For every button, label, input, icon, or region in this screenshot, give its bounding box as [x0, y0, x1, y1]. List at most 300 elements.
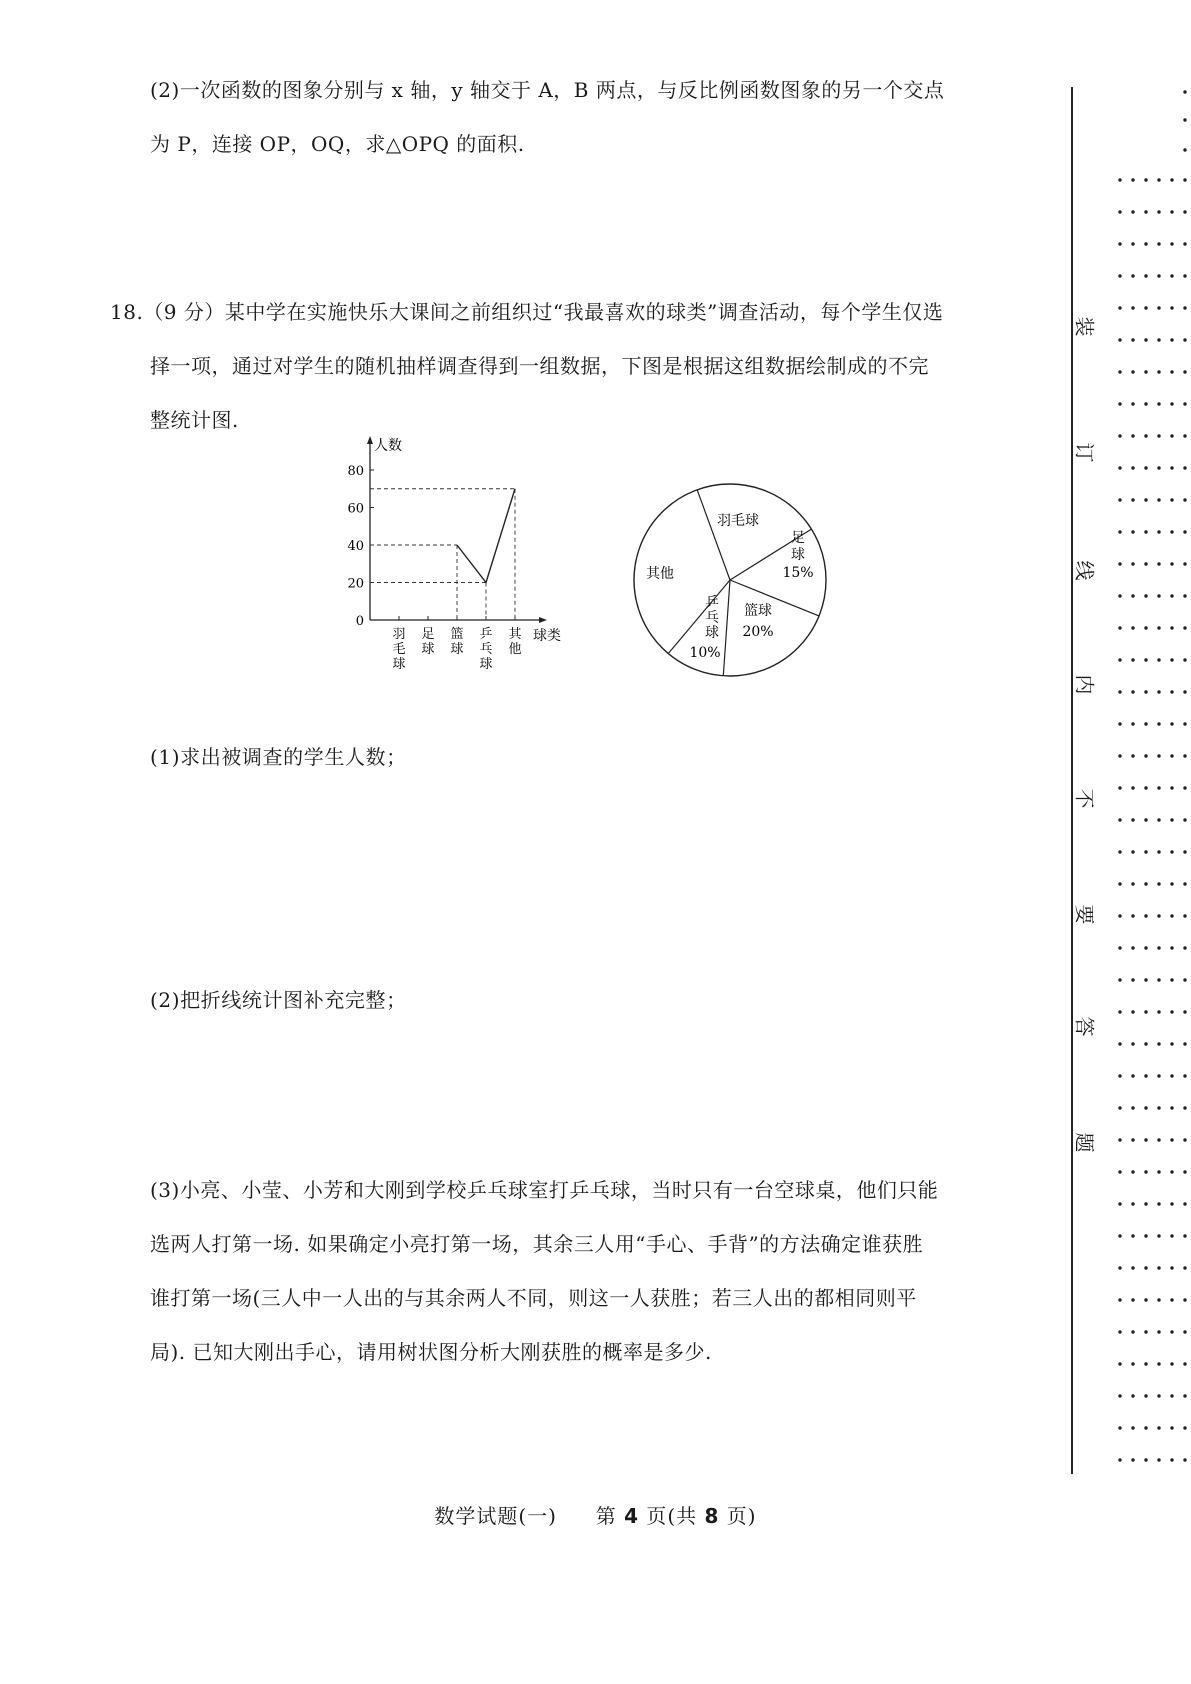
binding-dot: [1183, 402, 1186, 405]
binding-dot: [1118, 978, 1121, 981]
binding-dot: [1144, 786, 1147, 789]
binding-dot: [1118, 1298, 1121, 1301]
q18-part3-line3: 谁打第一场(三人中一人出的与其余两人不同，则这一人获胜；若三人出的都相同则平: [150, 1286, 917, 1310]
binding-dot: [1183, 1298, 1186, 1301]
q18-part1: (1)求出被调查的学生人数；: [150, 745, 407, 769]
pie-slice-edge: [697, 490, 730, 580]
binding-dot: [1131, 1394, 1134, 1397]
binding-dot: [1144, 274, 1147, 277]
binding-dot: [1183, 850, 1186, 853]
binding-dot: [1144, 626, 1147, 629]
binding-dot: [1118, 1010, 1121, 1013]
binding-dot: [1157, 1362, 1160, 1365]
binding-dot: [1170, 946, 1173, 949]
binding-dot: [1144, 402, 1147, 405]
binding-dot: [1131, 370, 1134, 373]
binding-margin-char: 要: [1072, 904, 1097, 925]
binding-dot: [1131, 1170, 1134, 1173]
binding-dot: [1157, 658, 1160, 661]
binding-dot: [1131, 1074, 1134, 1077]
binding-dot: [1118, 274, 1121, 277]
binding-margin-char: 内: [1072, 674, 1097, 695]
binding-dot: [1170, 530, 1173, 533]
binding-dot: [1183, 1266, 1186, 1269]
binding-dot: [1183, 1394, 1186, 1397]
binding-dot: [1170, 1042, 1173, 1045]
binding-dot: [1170, 1458, 1173, 1461]
binding-dot: [1183, 1010, 1186, 1013]
binding-dot: [1118, 530, 1121, 533]
binding-dot: [1170, 594, 1173, 597]
binding-dot: [1170, 434, 1173, 437]
binding-dot: [1183, 1138, 1186, 1141]
binding-dot: [1131, 1202, 1134, 1205]
binding-dot: [1131, 978, 1134, 981]
binding-dot: [1144, 1138, 1147, 1141]
binding-dot: [1170, 658, 1173, 661]
pie-label-badminton: 羽毛球: [717, 513, 759, 529]
binding-dot: [1144, 242, 1147, 245]
binding-dot: [1183, 1362, 1186, 1365]
pie-label-pingpong-pct: 10%: [689, 645, 721, 661]
binding-dot: [1170, 466, 1173, 469]
binding-dot: [1118, 306, 1121, 309]
binding-dot: [1183, 306, 1186, 309]
x-axis-label: 球类: [533, 628, 561, 644]
binding-dot: [1157, 306, 1160, 309]
binding-dot: [1118, 850, 1121, 853]
binding-dot: [1131, 1458, 1134, 1461]
binding-margin-char: 题: [1072, 1132, 1097, 1153]
binding-dot: [1170, 306, 1173, 309]
binding-dots: [1075, 80, 1191, 1480]
binding-dot: [1118, 1042, 1121, 1045]
binding-dot: [1118, 818, 1121, 821]
binding-dot: [1157, 1170, 1160, 1173]
binding-dot: [1118, 1106, 1121, 1109]
binding-dot: [1144, 658, 1147, 661]
binding-dot: [1183, 882, 1186, 885]
binding-dot: [1131, 402, 1134, 405]
binding-dot: [1183, 626, 1186, 629]
binding-dot: [1183, 946, 1186, 949]
y-tick-label: 40: [347, 539, 364, 554]
pie-label-pingpong: 乒: [705, 595, 719, 611]
binding-dot: [1144, 1170, 1147, 1173]
binding-dot: [1183, 722, 1186, 725]
y-tick-label: 0: [355, 614, 364, 629]
binding-dot: [1144, 1042, 1147, 1045]
pie-label-pingpong: 乓: [705, 610, 719, 626]
binding-dot: [1118, 786, 1121, 789]
x-tick-label: 球: [479, 657, 493, 672]
binding-dot: [1157, 1010, 1160, 1013]
binding-dot: [1144, 1426, 1147, 1429]
binding-dot: [1170, 1362, 1173, 1365]
binding-dot: [1183, 242, 1186, 245]
binding-dot: [1183, 370, 1186, 373]
binding-dot: [1170, 1266, 1173, 1269]
binding-dot: [1157, 210, 1160, 213]
binding-dot: [1131, 210, 1134, 213]
binding-dot: [1170, 1138, 1173, 1141]
binding-dot: [1183, 594, 1186, 597]
binding-dot: [1144, 466, 1147, 469]
binding-margin-char: 线: [1072, 560, 1097, 581]
binding-dot: [1170, 722, 1173, 725]
footer-page-prefix: 第: [595, 1504, 617, 1528]
binding-dot: [1131, 1298, 1134, 1301]
binding-dot: [1170, 1298, 1173, 1301]
binding-dot: [1170, 402, 1173, 405]
binding-dot: [1131, 1010, 1134, 1013]
binding-dot: [1183, 1330, 1186, 1333]
binding-dot: [1144, 306, 1147, 309]
binding-dot: [1183, 754, 1186, 757]
binding-dot: [1144, 498, 1147, 501]
binding-dot: [1183, 658, 1186, 661]
binding-dot: [1170, 370, 1173, 373]
binding-dot: [1144, 370, 1147, 373]
binding-dot: [1183, 978, 1186, 981]
binding-dot: [1144, 978, 1147, 981]
binding-dot: [1144, 690, 1147, 693]
y-tick-label: 20: [347, 576, 364, 592]
binding-dot: [1131, 562, 1134, 565]
binding-dot: [1183, 690, 1186, 693]
binding-dot: [1157, 1426, 1160, 1429]
binding-dot: [1157, 1330, 1160, 1333]
binding-dot: [1170, 626, 1173, 629]
series-line: [457, 489, 515, 583]
binding-dot: [1131, 882, 1134, 885]
binding-dot: [1131, 594, 1134, 597]
binding-dot: [1157, 786, 1160, 789]
binding-dot: [1118, 1170, 1121, 1173]
binding-dot: [1144, 1266, 1147, 1269]
binding-dot: [1157, 1394, 1160, 1397]
binding-dot: [1118, 1394, 1121, 1397]
q17-part2-line1: (2)一次函数的图象分别与 x 轴，y 轴交于 A，B 两点，与反比例函数图象的另一个交点: [150, 78, 945, 102]
binding-dot: [1183, 1426, 1186, 1429]
y-tick-label: 60: [347, 501, 364, 517]
binding-dot: [1131, 690, 1134, 693]
binding-dot: [1170, 690, 1173, 693]
binding-dot: [1183, 1042, 1186, 1045]
binding-dot: [1170, 1106, 1173, 1109]
q18-part2: (2)把折线统计图补充完整；: [150, 988, 407, 1012]
pie-label-basketball-pct: 20%: [742, 624, 774, 640]
x-axis-arrow: [539, 617, 547, 623]
binding-dot: [1183, 530, 1186, 533]
y-axis-label: 人数: [374, 438, 402, 454]
line-chart: [345, 430, 585, 690]
binding-dot: [1170, 882, 1173, 885]
binding-dot: [1144, 1074, 1147, 1077]
binding-dot: [1170, 1170, 1173, 1173]
binding-dot: [1131, 306, 1134, 309]
binding-dot: [1118, 1266, 1121, 1269]
binding-dot: [1157, 722, 1160, 725]
binding-dot: [1144, 1298, 1147, 1301]
binding-dot: [1157, 978, 1160, 981]
binding-dot: [1118, 338, 1121, 341]
binding-dot: [1157, 370, 1160, 373]
binding-rule: [1071, 87, 1073, 1474]
binding-dot: [1157, 466, 1160, 469]
binding-dot: [1131, 1138, 1134, 1141]
binding-dot: [1157, 530, 1160, 533]
x-tick-label: 球: [450, 642, 464, 657]
x-tick-label: 毛: [392, 642, 406, 657]
x-tick-label: 球: [421, 642, 435, 657]
binding-dot: [1131, 914, 1134, 917]
pie-chart: [620, 470, 840, 690]
binding-dot: [1144, 882, 1147, 885]
binding-dot: [1183, 498, 1186, 501]
q17-part2-line2: 为 P，连接 OP，OQ，求△OPQ 的面积.: [150, 132, 525, 156]
binding-dot: [1170, 1234, 1173, 1237]
binding-dot: [1157, 562, 1160, 565]
binding-dot: [1118, 1202, 1121, 1205]
binding-dot: [1118, 1330, 1121, 1333]
q18-part3-line2: 选两人打第一场. 如果确定小亮打第一场，其余三人用“手心、手背”的方法确定谁获胜: [150, 1232, 924, 1256]
binding-dot: [1131, 338, 1134, 341]
binding-dot: [1144, 178, 1147, 181]
binding-dot: [1157, 1106, 1160, 1109]
binding-dot: [1170, 786, 1173, 789]
binding-dot: [1131, 1362, 1134, 1365]
binding-dot: [1157, 1138, 1160, 1141]
binding-dot: [1118, 1426, 1121, 1429]
binding-dot: [1118, 210, 1121, 213]
binding-dot: [1157, 1074, 1160, 1077]
binding-dot: [1170, 338, 1173, 341]
binding-dot: [1118, 626, 1121, 629]
binding-dot: [1170, 1202, 1173, 1205]
binding-dot: [1183, 1170, 1186, 1173]
pie-slice-edge: [668, 580, 730, 654]
binding-dot: [1183, 118, 1186, 121]
binding-dot: [1144, 338, 1147, 341]
binding-dot: [1183, 1458, 1186, 1461]
binding-dot: [1131, 626, 1134, 629]
binding-dot: [1144, 530, 1147, 533]
pie-label-other: 其他: [646, 566, 674, 582]
binding-dot: [1118, 402, 1121, 405]
binding-dot: [1183, 1074, 1186, 1077]
binding-dot: [1183, 210, 1186, 213]
binding-dot: [1157, 754, 1160, 757]
binding-dot: [1131, 786, 1134, 789]
binding-dot: [1131, 754, 1134, 757]
binding-margin-char: 答: [1072, 1016, 1097, 1037]
binding-dot: [1144, 1362, 1147, 1365]
binding-dot: [1131, 1330, 1134, 1333]
binding-dot: [1144, 1234, 1147, 1237]
binding-margin-char: 订: [1072, 442, 1097, 463]
binding-dot: [1144, 1394, 1147, 1397]
binding-dot: [1183, 914, 1186, 917]
binding-dot: [1131, 434, 1134, 437]
binding-dot: [1131, 498, 1134, 501]
footer-page-total: 8: [704, 1504, 720, 1528]
binding-dot: [1131, 1234, 1134, 1237]
binding-dot: [1118, 1362, 1121, 1365]
footer-page-mid: 页(共: [646, 1504, 698, 1528]
binding-dot: [1144, 818, 1147, 821]
binding-dot: [1118, 914, 1121, 917]
binding-dot: [1131, 274, 1134, 277]
binding-dot: [1157, 178, 1160, 181]
binding-dot: [1131, 658, 1134, 661]
binding-dot: [1118, 562, 1121, 565]
x-tick-label: 羽: [392, 627, 406, 642]
q18-part3-line4: 局). 已知大刚出手心，请用树状图分析大刚获胜的概率是多少.: [150, 1340, 712, 1364]
binding-dot: [1157, 594, 1160, 597]
binding-dot: [1183, 338, 1186, 341]
binding-dot: [1144, 850, 1147, 853]
binding-dot: [1157, 338, 1160, 341]
binding-dot: [1183, 1234, 1186, 1237]
binding-dot: [1157, 882, 1160, 885]
binding-dot: [1118, 946, 1121, 949]
binding-dot: [1183, 1202, 1186, 1205]
pie-slice-edge: [723, 580, 730, 676]
binding-dot: [1118, 1074, 1121, 1077]
binding-dot: [1157, 818, 1160, 821]
binding-dot: [1131, 242, 1134, 245]
binding-dot: [1170, 850, 1173, 853]
binding-dot: [1157, 242, 1160, 245]
binding-dot: [1170, 818, 1173, 821]
binding-dot: [1118, 1138, 1121, 1141]
binding-dot: [1170, 1426, 1173, 1429]
q18-part3-line1: (3)小亮、小莹、小芳和大刚到学校乒乓球室打乒乓球，当时只有一台空球桌，他们只能: [150, 1178, 939, 1202]
binding-dot: [1144, 754, 1147, 757]
binding-dot: [1131, 1266, 1134, 1269]
binding-dot: [1144, 434, 1147, 437]
footer-page-num: 4: [624, 1504, 639, 1528]
binding-dot: [1157, 274, 1160, 277]
binding-dot: [1183, 178, 1186, 181]
binding-dot: [1157, 434, 1160, 437]
binding-dot: [1170, 562, 1173, 565]
binding-dot: [1170, 178, 1173, 181]
binding-dot: [1131, 178, 1134, 181]
binding-dot: [1118, 594, 1121, 597]
q18-stem-line2: 择一项，通过对学生的随机抽样调查得到一组数据，下图是根据这组数据绘制成的不完: [150, 354, 929, 378]
binding-dot: [1118, 1234, 1121, 1237]
binding-dot: [1157, 498, 1160, 501]
binding-dot: [1183, 90, 1186, 93]
binding-dot: [1157, 1266, 1160, 1269]
binding-dot: [1118, 658, 1121, 661]
y-tick-label: 80: [347, 464, 364, 479]
footer-page-suffix: 页): [726, 1504, 757, 1528]
binding-dot: [1144, 1330, 1147, 1333]
binding-dot: [1144, 594, 1147, 597]
binding-dot: [1118, 242, 1121, 245]
binding-dot: [1131, 1106, 1134, 1109]
binding-margin-char: 装: [1072, 316, 1097, 337]
binding-dot: [1157, 1458, 1160, 1461]
binding-dot: [1118, 178, 1121, 181]
binding-dot: [1170, 754, 1173, 757]
binding-dot: [1131, 850, 1134, 853]
binding-dot: [1157, 1202, 1160, 1205]
q18-stem: [110, 298, 1060, 460]
binding-dot: [1170, 914, 1173, 917]
binding-dot: [1131, 530, 1134, 533]
binding-dot: [1118, 882, 1121, 885]
binding-dot: [1118, 1458, 1121, 1461]
binding-dot: [1131, 722, 1134, 725]
page-footer: [0, 1500, 1191, 1529]
binding-dot: [1118, 722, 1121, 725]
binding-dot: [1144, 914, 1147, 917]
binding-dot: [1144, 946, 1147, 949]
footer-title: 数学试题(一): [434, 1504, 557, 1528]
q18-stem-line1: 18.（9 分）某中学在实施快乐大课间之前组织过“我最喜欢的球类”调查活动，每个学生仅选: [110, 300, 944, 324]
binding-dot: [1183, 274, 1186, 277]
pie-label-football-pct: 15%: [782, 565, 814, 581]
binding-dot: [1170, 274, 1173, 277]
binding-dot: [1183, 434, 1186, 437]
q18-stem-line3: 整统计图.: [150, 408, 239, 432]
binding-dot: [1118, 370, 1121, 373]
binding-dot: [1157, 402, 1160, 405]
q17-part2: [150, 76, 1050, 184]
binding-dot: [1118, 690, 1121, 693]
binding-dot: [1118, 434, 1121, 437]
binding-dot: [1170, 210, 1173, 213]
binding-dot: [1118, 498, 1121, 501]
binding-margin-char: 不: [1072, 788, 1097, 809]
binding-dot: [1157, 1298, 1160, 1301]
pie-label-pingpong: 球: [705, 625, 719, 641]
binding-dot: [1183, 1106, 1186, 1109]
binding-dot: [1157, 946, 1160, 949]
binding-dot: [1157, 626, 1160, 629]
binding-dot: [1170, 242, 1173, 245]
x-tick-label: 乓: [479, 642, 493, 657]
pie-label-basketball: 篮球: [744, 603, 772, 619]
binding-dot: [1170, 1330, 1173, 1333]
binding-dot: [1157, 850, 1160, 853]
binding-dot: [1183, 466, 1186, 469]
binding-dot: [1144, 1458, 1147, 1461]
binding-dot: [1144, 722, 1147, 725]
binding-dot: [1131, 1426, 1134, 1429]
binding-dot: [1144, 1106, 1147, 1109]
binding-dot: [1170, 978, 1173, 981]
binding-dot: [1157, 1234, 1160, 1237]
binding-dot: [1131, 946, 1134, 949]
y-axis-arrow: [367, 436, 373, 444]
binding-dot: [1131, 1042, 1134, 1045]
binding-dot: [1144, 1202, 1147, 1205]
x-tick-label: 球: [392, 657, 406, 672]
x-tick-label: 篮: [450, 627, 464, 642]
binding-dot: [1170, 498, 1173, 501]
binding-dot: [1118, 466, 1121, 469]
binding-dot: [1183, 148, 1186, 151]
binding-dot: [1144, 562, 1147, 565]
binding-dot: [1183, 818, 1186, 821]
binding-dot: [1131, 818, 1134, 821]
binding-dot: [1183, 562, 1186, 565]
